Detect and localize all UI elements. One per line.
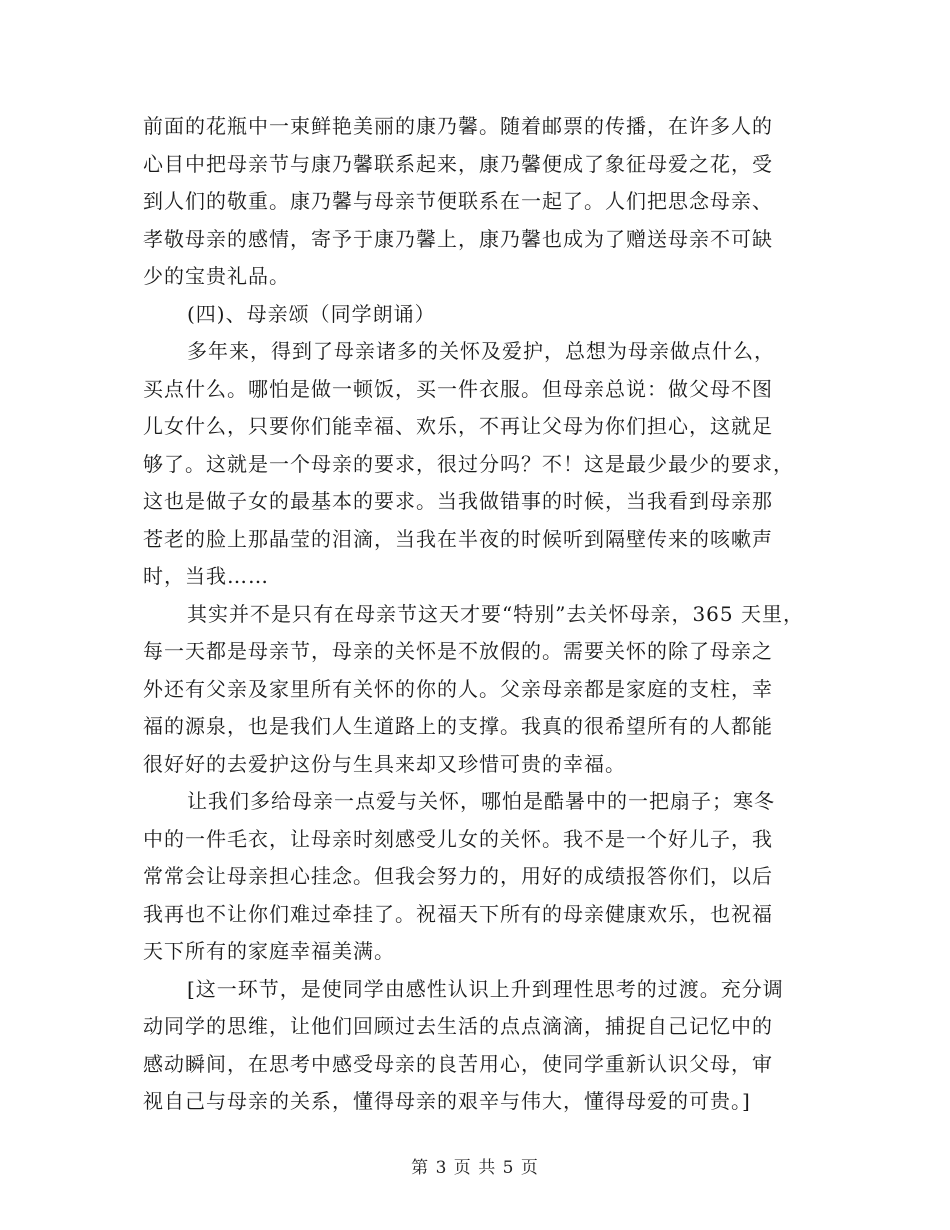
text-line: 苍老的脸上那晶莹的泪滴，当我在半夜的时候听到隔壁传来的咳嗽声 [143,526,773,551]
text-line: [这一环节，是使同学由感性认识上升到理性思考的过渡。充分调 [187,976,784,1001]
text-line: (四)、母亲颂（同学朗诵） [187,301,436,326]
text-line: 感动瞬间，在思考中感受母亲的良苦用心，使同学重新认识父母，审 [143,1051,773,1076]
text-line: 动同学的思维，让他们回顾过去生活的点点滴滴，捕捉自己记忆中的 [143,1014,773,1038]
text-line: 视自己与母亲的关系，懂得母亲的艰辛与伟大，懂得母爱的可贵。] [143,1089,751,1113]
section-heading [143,296,823,334]
text-line: 孝敬母亲的感情，寄予于康乃馨上，康乃馨也成为了赠送母亲不可缺 [143,226,773,251]
text-line: 多年来，得到了母亲诸多的关怀及爱护，总想为母亲做点什么， [187,339,775,363]
document-body [143,108,823,1121]
text-line: 儿女什么，只要你们能幸福、欢乐，不再让父母为你们担心，这就足 [143,414,773,438]
text-line: 到人们的敬重。康乃馨与母亲节便联系在一起了。人们把思念母亲、 [143,189,773,213]
text-line: 少的宝贵礼品。 [143,264,290,288]
text-line: 时，当我…… [143,564,269,588]
text-line: 这也是做子女的最基本的要求。当我做错事的时候，当我看到母亲那 [143,489,773,513]
text-line: 其实并不是只有在母亲节这天才要“特别”去关怀母亲，365 天里， [187,601,804,626]
text-line: 前面的花瓶中一束鲜艳美丽的康乃馨。随着邮票的传播，在许多人的 [143,114,773,138]
text-line: 外还有父亲及家里所有关怀的你的人。父亲母亲都是家庭的支柱，幸 [143,676,773,701]
text-line: 我再也不让你们难过牵挂了。祝福天下所有的母亲健康欢乐，也祝福 [143,901,773,926]
text-line: 很好好的去爱护这份与生具来却又珍惜可贵的幸福。 [143,751,626,776]
note-paragraph [143,971,823,1121]
text-line: 天下所有的家庭幸福美满。 [143,939,395,963]
paragraph [143,108,823,296]
paragraph [143,783,823,971]
text-line: 让我们多给母亲一点爱与关怀，哪怕是酷暑中的一把扇子；寒冬 [187,789,775,813]
text-line: 中的一件毛衣，让母亲时刻感受儿女的关怀。我不是一个好儿子，我 [143,826,773,851]
text-line: 够了。这就是一个母亲的要求，很过分吗？不！这是最少最少的要求， [143,451,794,476]
page-number-footer: 第 3 页 共 5 页 [411,1158,539,1178]
text-line: 常常会让母亲担心挂念。但我会努力的，用好的成绩报答你们，以后 [143,864,773,888]
text-line: 买点什么。哪怕是做一顿饭，买一件衣服。但母亲总说：做父母不图 [143,376,773,401]
paragraph [143,333,823,596]
text-line: 心目中把母亲节与康乃馨联系起来，康乃馨便成了象征母爱之花，受 [143,151,773,176]
text-line: 福的源泉，也是我们人生道路上的支撑。我真的很希望所有的人都能 [143,714,773,738]
paragraph [143,596,823,784]
text-line: 每一天都是母亲节，母亲的关怀是不放假的。需要关怀的除了母亲之 [143,639,773,663]
